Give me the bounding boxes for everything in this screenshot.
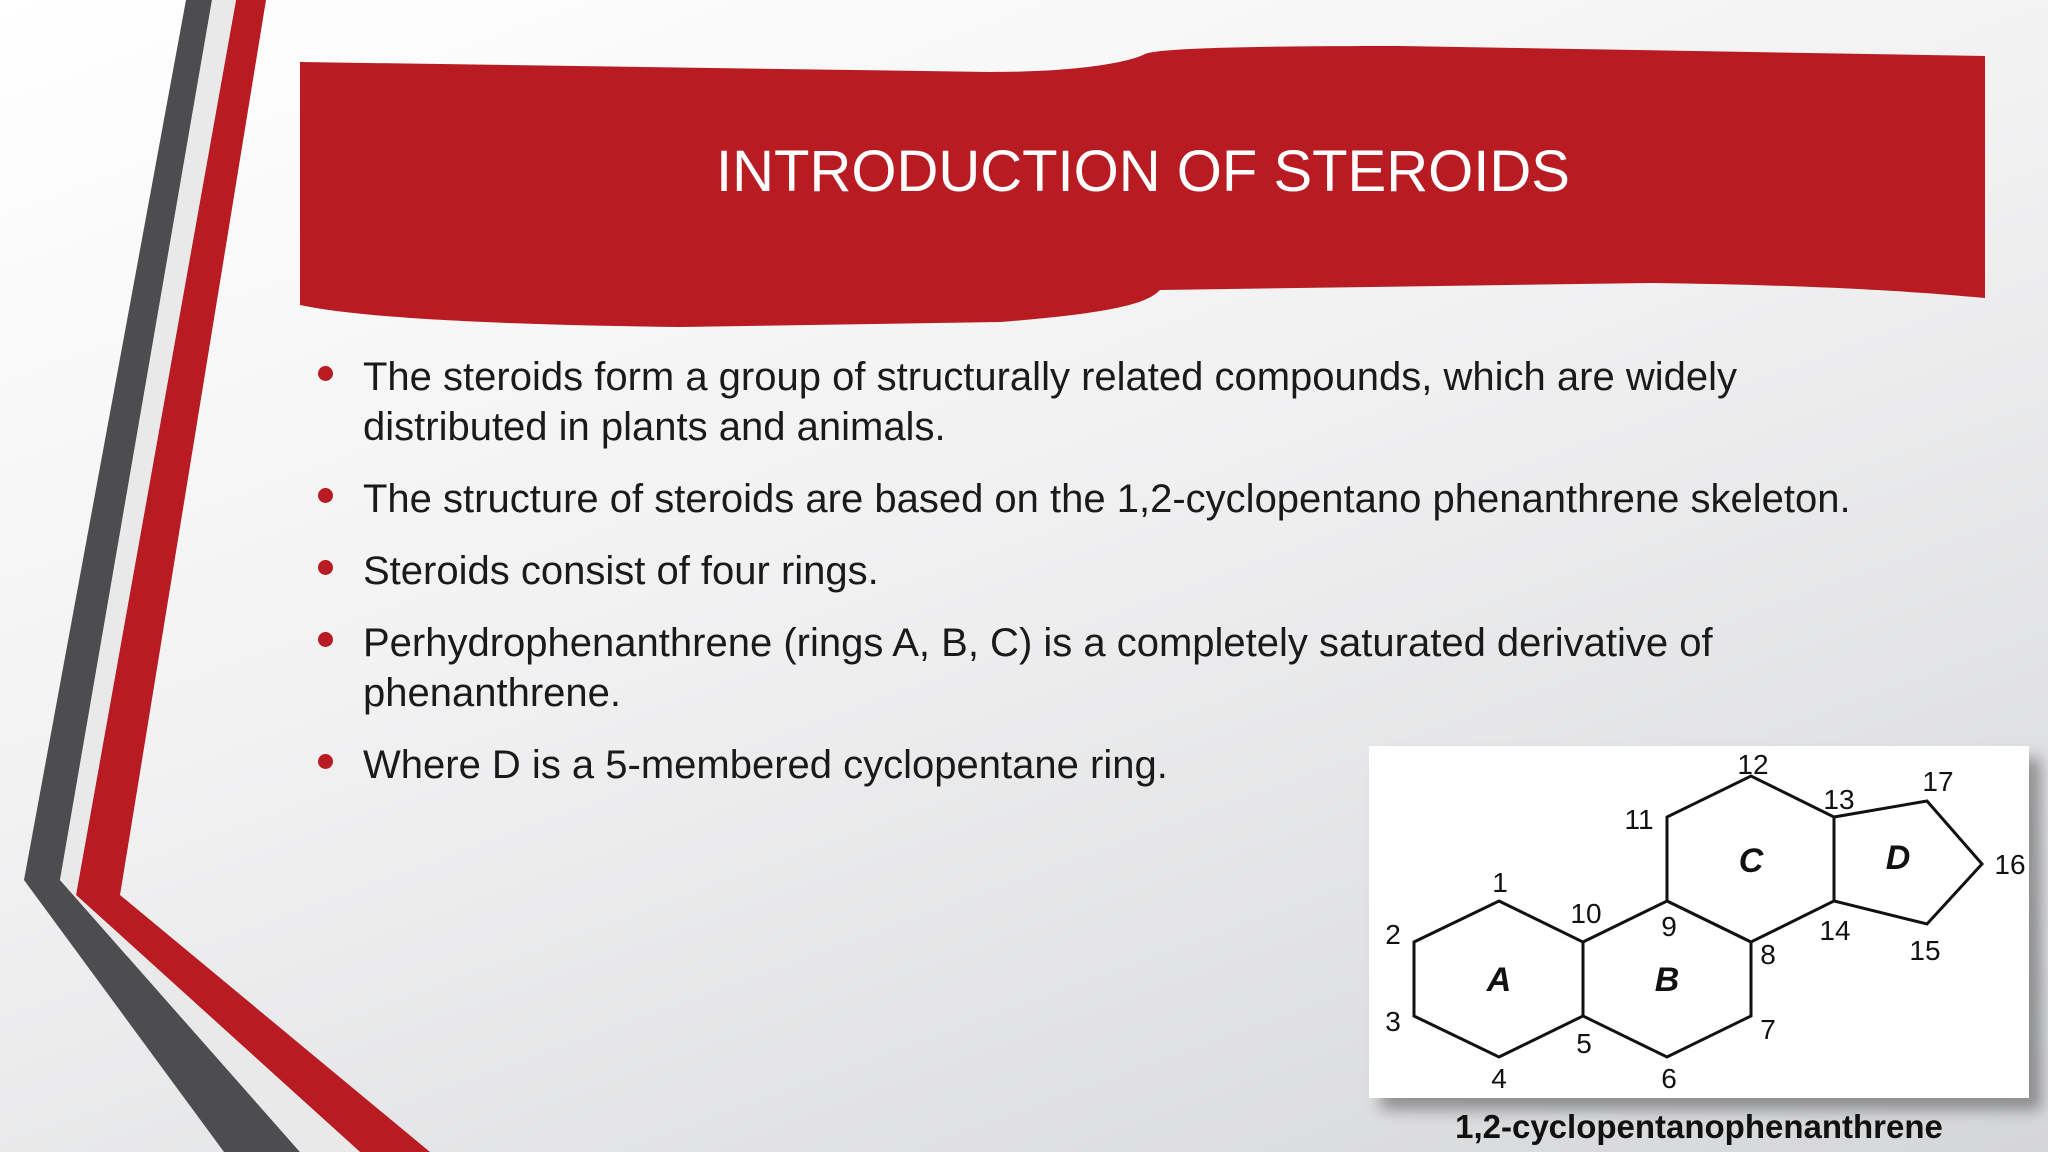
atom-number-16: 16 bbox=[1994, 849, 2026, 880]
ring-label-a: A bbox=[1486, 961, 1512, 999]
ring-label-d: D bbox=[1885, 839, 1911, 877]
bullet-item bbox=[310, 474, 1910, 524]
bullet-dot-icon bbox=[318, 754, 333, 769]
bullet-item bbox=[310, 618, 1910, 718]
ring-label-b: B bbox=[1654, 961, 1680, 999]
atom-number-14: 14 bbox=[1819, 915, 1851, 946]
bullet-dot-icon bbox=[318, 560, 333, 575]
atom-number-4: 4 bbox=[1491, 1063, 1507, 1094]
bullet-text: Perhydrophenanthrene (rings A, B, C) is a completely saturated derivative of phenanthrene. bbox=[363, 621, 1713, 715]
bullet-text: Where D is a 5-membered cyclopentane ring. bbox=[363, 743, 1168, 787]
bullet-item bbox=[310, 352, 1910, 452]
atom-number-6: 6 bbox=[1661, 1063, 1677, 1094]
atom-number-12: 12 bbox=[1737, 749, 1769, 780]
bullet-list bbox=[310, 352, 1910, 812]
bullet-text: The steroids form a group of structurally related compounds, which are widely distributed in plants and animals. bbox=[363, 355, 1737, 449]
atom-number-2: 2 bbox=[1385, 919, 1401, 950]
atom-number-5: 5 bbox=[1576, 1028, 1592, 1059]
steroid-structure-figure bbox=[1369, 746, 2029, 1098]
bullet-dot-icon bbox=[318, 366, 333, 381]
atom-number-15: 15 bbox=[1909, 935, 1941, 966]
atom-number-3: 3 bbox=[1385, 1006, 1401, 1037]
bullet-text: Steroids consist of four rings. bbox=[363, 549, 879, 593]
bullet-dot-icon bbox=[318, 488, 333, 503]
atom-number-11: 11 bbox=[1624, 804, 1654, 835]
atom-number-1: 1 bbox=[1492, 867, 1508, 898]
atom-number-10: 10 bbox=[1570, 898, 1602, 929]
atom-number-17: 17 bbox=[1922, 766, 1954, 797]
atom-number-8: 8 bbox=[1760, 939, 1776, 970]
steroid-skeleton-diagram bbox=[1369, 746, 2029, 1098]
figure-caption: 1,2-cyclopentanophenanthrene bbox=[1455, 1108, 1943, 1145]
atom-number-13: 13 bbox=[1823, 784, 1855, 815]
atom-number-9: 9 bbox=[1661, 911, 1677, 942]
ring-label-c: C bbox=[1738, 842, 1764, 880]
bullet-text: The structure of steroids are based on the 1,2-cyclopentano phenanthrene skeleton. bbox=[363, 477, 1851, 521]
bullet-dot-icon bbox=[318, 632, 333, 647]
slide-title: INTRODUCTION OF STEROIDS bbox=[716, 139, 1570, 204]
atom-number-7: 7 bbox=[1760, 1014, 1776, 1045]
bullet-item bbox=[310, 546, 1910, 596]
